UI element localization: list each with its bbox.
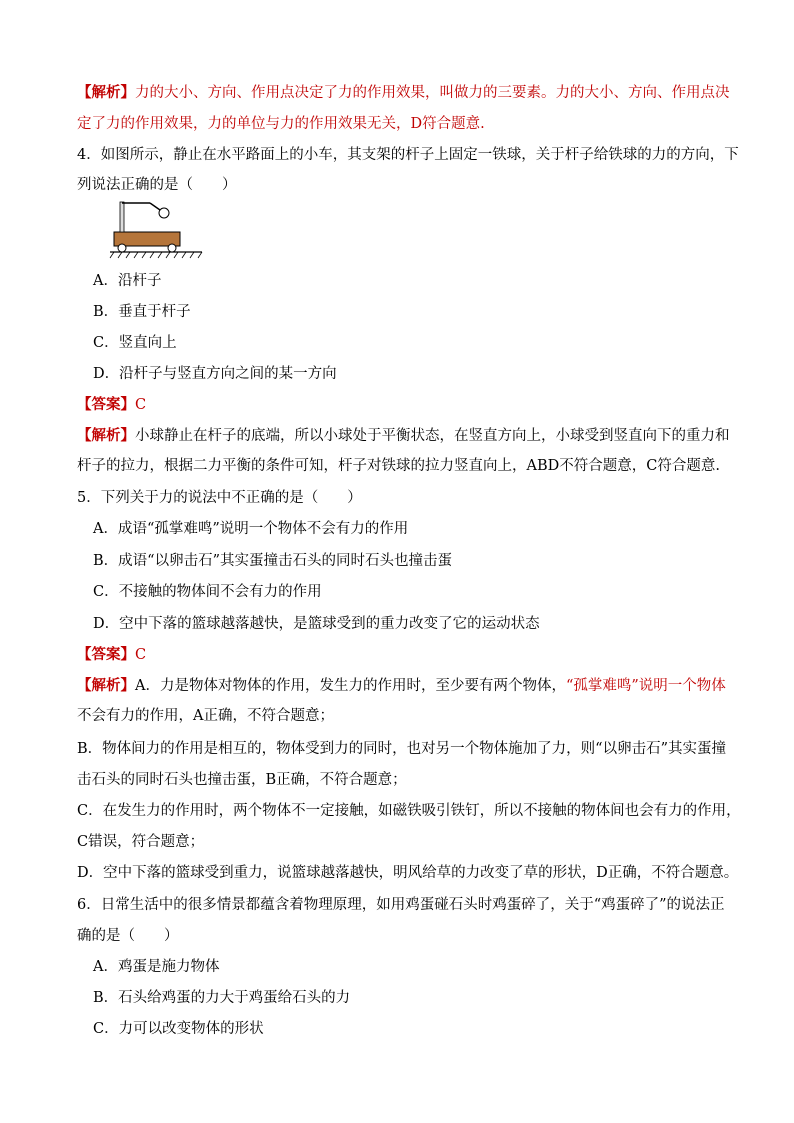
question-5-stem: 5．下列关于力的说法中不正确的是（ ） (77, 490, 362, 506)
analysis-text: A．力是物体对物体的作用，发生力的作用时，至少要有两个物体， (135, 678, 566, 694)
option-d: D．沿杆子与竖直方向之间的某一方向 (93, 366, 337, 382)
answer-line (77, 645, 146, 665)
option-a: A．成语“孤掌难鸣”说明一个物体不会有力的作用 (93, 521, 409, 537)
option-b: B．垂直于杆子 (93, 304, 191, 320)
analysis-label: 【解析】 (77, 427, 135, 444)
analysis-line: D．空中下落的篮球受到重力，说篮球越落越快，明风给草的力改变了草的形状，D正确，不符合题意。 (77, 865, 739, 881)
answer-value: C (135, 397, 147, 413)
cart-figure (108, 196, 204, 262)
analysis-line: 不会有力的作用，A正确，不符合题意； (77, 708, 334, 724)
option-a: A．沿杆子 (93, 273, 162, 289)
option-c: C．不接触的物体间不会有力的作用 (93, 584, 322, 600)
analysis-line: 定了力的作用效果，力的单位与力的作用效果无关，D符合题意. (77, 116, 485, 132)
analysis-text: “孤掌难鸣”说明一个物体 (565, 678, 726, 694)
analysis-line: 击石头的同时石头也撞击蛋，B正确，不符合题意； (77, 772, 407, 788)
option-b: B．成语“以卵击石”其实蛋撞击石头的同时石头也撞击蛋 (93, 553, 452, 569)
question-4-stem: 列说法正确的是（ ） (77, 177, 237, 193)
answer-label: 【答案】 (77, 396, 135, 413)
analysis-line: C错误，符合题意； (77, 834, 205, 850)
option-a: A．鸡蛋是施力物体 (93, 959, 220, 975)
analysis-text: 小球静止在杆子的底端，所以小球处于平衡状态，在竖直方向上，小球受到竖直向下的重力和 (135, 428, 730, 444)
analysis-text: 力的大小、方向、作用点决定了力的作用效果，叫做力的三要素。力的大小、方向、作用点决 (135, 85, 730, 101)
analysis-label: 【解析】 (77, 84, 135, 101)
analysis-line: B．物体间力的作用是相互的，物体受到力的同时，也对另一个物体施加了力，则“以卵击石”其实蛋撞 (77, 741, 726, 757)
analysis-line (77, 676, 726, 696)
answer-value: C (135, 647, 147, 663)
question-6-stem: 6．日常生活中的很多情景都蕴含着物理原理，如用鸡蛋碰石头时鸡蛋碎了，关于“鸡蛋碎了”的说法正 (77, 897, 725, 913)
analysis-line (77, 83, 730, 103)
analysis-line (77, 426, 730, 446)
option-c: C．力可以改变物体的形状 (93, 1021, 264, 1037)
analysis-label: 【解析】 (77, 677, 135, 694)
option-c: C．竖直向上 (93, 335, 177, 351)
option-d: D．空中下落的篮球越落越快，是篮球受到的重力改变了它的运动状态 (93, 616, 540, 632)
analysis-line: C．在发生力的作用时，两个物体不一定接触，如磁铁吸引铁钉，所以不接触的物体间也会有力的作用， (77, 803, 741, 819)
question-4-stem: 4．如图所示，静止在水平路面上的小车，其支架的杆子上固定一铁球，关于杆子给铁球的力的方向，下 (77, 147, 739, 163)
question-6-stem: 确的是（ ） (77, 928, 179, 944)
answer-line (77, 395, 146, 415)
analysis-line: 杆子的拉力，根据二力平衡的条件可知，杆子对铁球的拉力竖直向上，ABD不符合题意，C符合题意. (77, 458, 720, 474)
answer-label: 【答案】 (77, 646, 135, 663)
option-b: B．石头给鸡蛋的力大于鸡蛋给石头的力 (93, 990, 351, 1006)
